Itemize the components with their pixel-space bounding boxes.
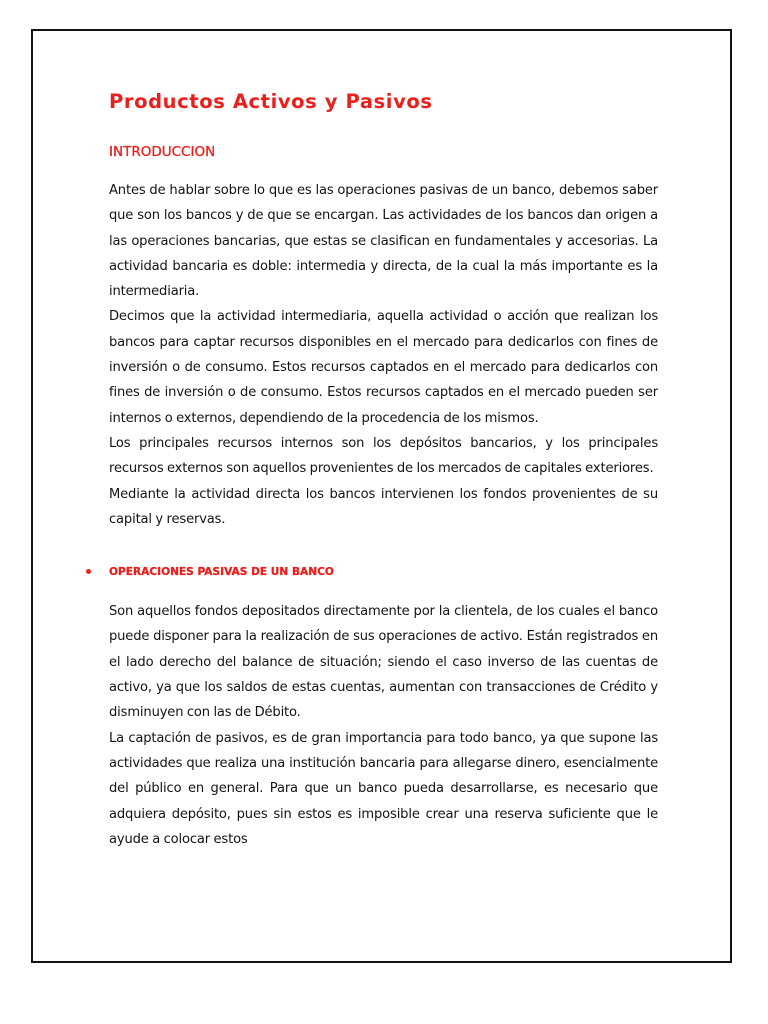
introduction-paragraph-4: Mediante la actividad directa los bancos intervienen los fondos provenientes de su capital y reservas. bbox=[109, 486, 658, 527]
introduction-paragraph-1: Antes de hablar sobre lo que es las operaciones pasivas de un banco, debemos saber que son los bancos y de que se encargan. Las actividades de los bancos dan origen a las operaciones bancarias, que estas se clasifican en fundamentales y accesorias. La actividad bancaria es doble: intermedia y directa, de la cual la más importante es la intermediaria. bbox=[109, 183, 658, 300]
introduction-heading: INTRODUCCION bbox=[109, 144, 216, 160]
document-title: Productos Activos y Pasivos bbox=[109, 90, 433, 113]
introduction-paragraph-3: Los principales recursos internos son los depósitos bancarios, y los principales recursos externos son aquellos provenientes de los mercados de capitales exteriores. bbox=[109, 435, 658, 477]
pasivas-paragraph-1: Son aquellos fondos depositados directamente por la clientela, de los cuales el banco puede disponer para la realización de sus operaciones de activo. Están registrados en el lado derecho del balance de situación; siendo el caso inverso de las cuentas de activo, ya que los saldos de estas cuentas, aumentan con transacciones de Crédito y disminuyen con las de Débito. bbox=[109, 604, 658, 721]
introduction-paragraph-2: Decimos que la actividad intermediaria, aquella actividad o acción que realizan los bancos para captar recursos disponibles en el mercado para dedicarlos con fines de inversión o de consumo. Estos recursos captados en el mercado para dedicarlos con fines de inversión o de consumo. Estos recursos captados en el mercado pueden ser internos o externos, dependiendo de la procedencia de los mismos. bbox=[109, 309, 658, 426]
document-body bbox=[109, 84, 658, 852]
pasivas-heading: OPERACIONES PASIVAS DE UN BANCO bbox=[109, 566, 334, 579]
pasivas-section bbox=[109, 599, 658, 852]
introduction-section bbox=[109, 178, 658, 532]
pasivas-paragraph-2: La captación de pasivos, es de gran importancia para todo banco, ya que supone las actividades que realiza una institución bancaria para allegarse dinero, esencialmente del público en general. Para que un banco pueda desarrollarse, es necesario que adquiera depósito, pues sin estos es imposible crear una reserva suficiente que le ayude a colocar estos bbox=[109, 730, 658, 847]
pasivas-bullet-item bbox=[109, 562, 658, 582]
